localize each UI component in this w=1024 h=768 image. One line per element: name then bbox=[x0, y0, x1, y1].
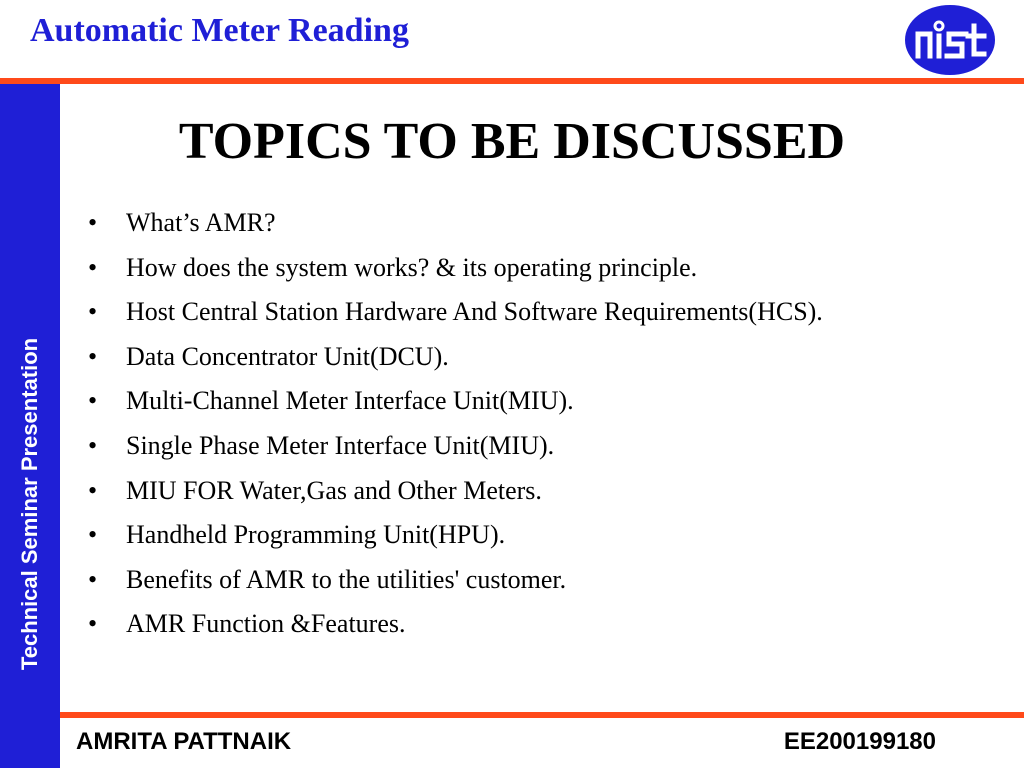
list-item-text: Benefits of AMR to the utilities' customer. bbox=[126, 564, 567, 594]
bullet-icon: • bbox=[88, 430, 98, 460]
bullet-icon: • bbox=[88, 252, 98, 282]
list-item bbox=[88, 476, 968, 506]
list-item bbox=[88, 565, 968, 595]
list-item bbox=[88, 520, 968, 550]
list-item bbox=[88, 208, 968, 238]
list-item-text: What’s AMR? bbox=[126, 208, 276, 237]
bullet-icon: • bbox=[88, 386, 98, 416]
bullet-icon: • bbox=[88, 297, 98, 327]
list-item-text: MIU FOR Water,Gas and Other Meters. bbox=[126, 475, 542, 505]
list-item-text: How does the system works? & its operating principle. bbox=[126, 252, 698, 282]
list-item-text: Single Phase Meter Interface Unit(MIU). bbox=[126, 430, 555, 460]
list-item-text: Host Central Station Hardware And Software Requirements(HCS). bbox=[126, 297, 823, 327]
list-item-text: Handheld Programming Unit(HPU). bbox=[126, 520, 506, 550]
bullet-icon: • bbox=[88, 520, 98, 550]
list-item bbox=[88, 253, 968, 283]
author-name: AMRITA PATTNAIK bbox=[76, 728, 292, 755]
list-item bbox=[88, 297, 968, 327]
list-item bbox=[88, 609, 968, 639]
bullet-icon: • bbox=[88, 475, 98, 505]
registration-number: EE200199180 bbox=[783, 728, 936, 755]
sidebar-band bbox=[0, 84, 60, 768]
bullet-icon: • bbox=[88, 609, 98, 639]
slide-title: TOPICS TO BE DISCUSSED bbox=[178, 113, 846, 170]
topics-list bbox=[88, 208, 968, 654]
header-divider bbox=[0, 78, 1024, 84]
nist-logo bbox=[904, 4, 996, 76]
list-item-text: Data Concentrator Unit(DCU). bbox=[126, 341, 449, 371]
presentation-title: Automatic Meter Reading bbox=[30, 12, 409, 49]
bullet-icon: • bbox=[88, 564, 98, 594]
bullet-icon: • bbox=[88, 208, 98, 237]
list-item bbox=[88, 386, 968, 416]
list-item bbox=[88, 431, 968, 461]
sidebar-label: Technical Seminar Presentation bbox=[17, 337, 42, 671]
bullet-icon: • bbox=[88, 341, 98, 371]
list-item bbox=[88, 342, 968, 372]
list-item-text: Multi-Channel Meter Interface Unit(MIU). bbox=[126, 386, 574, 416]
footer-divider bbox=[60, 712, 1024, 718]
list-item-text: AMR Function &Features. bbox=[126, 609, 406, 639]
